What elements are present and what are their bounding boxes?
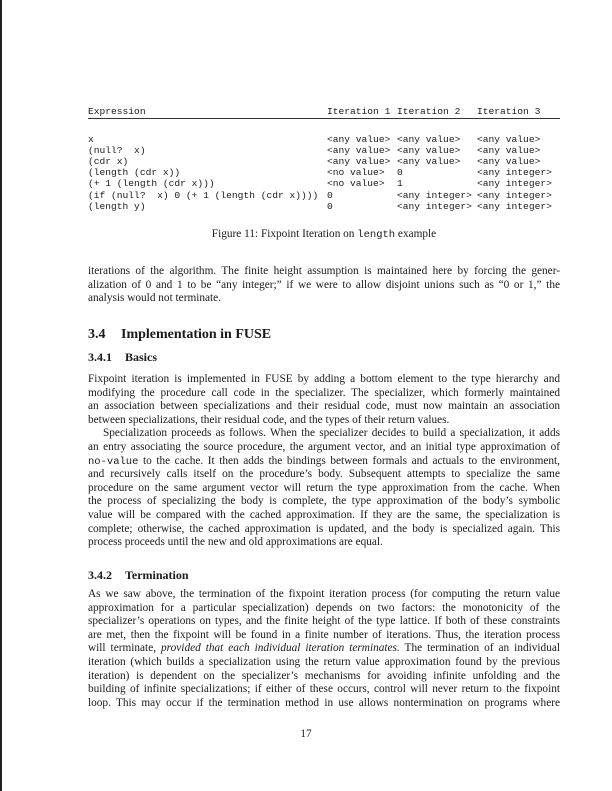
expression-cell: (null? x) bbox=[88, 145, 146, 157]
figure-caption bbox=[88, 228, 560, 241]
iteration-3-cell: <any integer> bbox=[477, 167, 552, 179]
table-row bbox=[88, 178, 560, 189]
text-line: Specialization proceeds as follows. When the specializer decides to build a specialization, it adds bbox=[103, 427, 560, 440]
text-line: alization of 0 and 1 to be “any integer;” if we were to allow disjoint unions such as “0 or 1,” the bbox=[88, 278, 560, 291]
header-expression: Expression bbox=[88, 106, 146, 117]
text-line: analysis would not terminate. bbox=[88, 292, 222, 305]
iteration-1-cell: <no value> bbox=[327, 178, 385, 190]
iteration-2-cell: <any integer> bbox=[397, 200, 472, 212]
expression-cell: x bbox=[88, 134, 94, 145]
expression-cell: (length y) bbox=[88, 200, 146, 212]
iteration-2-cell: 0 bbox=[397, 167, 403, 179]
iteration-1-cell: <no value> bbox=[327, 167, 385, 179]
text-line: approximation for a particular specialization) depends on two factors: the monotonicity of the bbox=[88, 601, 560, 614]
iteration-3-cell: <any integer> bbox=[477, 200, 552, 212]
iteration-2-cell: <any integer> bbox=[397, 189, 472, 201]
iteration-2-cell: <any value> bbox=[397, 156, 461, 168]
paragraph-4 bbox=[88, 588, 560, 710]
text-line: Fixpoint iteration is implemented in FUSE by adding a bottom element to the type hierarchy and bbox=[88, 373, 560, 385]
section-number: 3.4 bbox=[88, 327, 106, 342]
header-iteration-2: Iteration 2 bbox=[397, 106, 461, 117]
iteration-1-cell: <any value> bbox=[327, 134, 391, 145]
text-line: iteration (which builds a specialization using the return value approximation found by the previous bbox=[88, 655, 560, 668]
subsection-number: 3.4.2 bbox=[88, 568, 112, 582]
inline-code: no-value bbox=[88, 455, 139, 468]
iteration-3-cell: <any integer> bbox=[477, 178, 552, 190]
table-row bbox=[88, 134, 560, 145]
table-row bbox=[88, 145, 560, 156]
text-segment: to the cache. It then adds the bindings between formals and actuals to the environment, bbox=[138, 454, 560, 467]
text-line: iterations of the algorithm. The finite height assumption is maintained here by forcing the gener- bbox=[88, 265, 560, 277]
header-iteration-1: Iteration 1 bbox=[327, 106, 391, 117]
table-header-row bbox=[88, 106, 560, 117]
iteration-3-cell: <any value> bbox=[477, 134, 541, 145]
subsection-number: 3.4.1 bbox=[88, 350, 112, 364]
section-heading bbox=[88, 327, 271, 343]
iteration-1-cell: 0 bbox=[327, 200, 333, 212]
text-line: and recursively calls itself on the procedure’s body. Subsequent attempts to specialize the same bbox=[88, 468, 560, 481]
iteration-2-cell: <any value> bbox=[397, 145, 461, 157]
subsection-title: Basics bbox=[125, 350, 158, 364]
table-row bbox=[88, 201, 560, 212]
emphasized-text: provided that each individual iteration terminates. bbox=[161, 642, 400, 655]
iteration-2-cell: 1 bbox=[397, 178, 403, 190]
scan-edge-border bbox=[0, 0, 2, 791]
text-line: modifying the procedure call code in the specializer. The specializer, which formerly maintained bbox=[88, 386, 560, 399]
text-segment: The termination of an individual bbox=[399, 642, 560, 655]
paragraph-1 bbox=[88, 265, 560, 306]
text-line: iteration) is dependent on the specializer’s mechanisms for avoiding infinite unfolding and the bbox=[88, 669, 560, 682]
page-number: 17 bbox=[300, 728, 312, 740]
header-iteration-3: Iteration 3 bbox=[477, 106, 541, 117]
section-title: Implementation in FUSE bbox=[121, 327, 272, 342]
text-line bbox=[88, 642, 560, 656]
text-line: procedure on the same argument vector will return the type approximation from the cache. When bbox=[88, 481, 560, 494]
caption-code: length bbox=[357, 229, 396, 241]
text-line: process proceeds until the new and old approximations are equal. bbox=[88, 536, 383, 549]
expression-cell: (cdr x) bbox=[88, 156, 129, 168]
table-row bbox=[88, 167, 560, 178]
iteration-1-cell: <any value> bbox=[327, 156, 391, 168]
text-line: the process of specializing the body is complete, the type approximation of the body’s symbolic bbox=[88, 495, 560, 508]
text-line: are met, then the fixpoint will be found in a finite number of iterations. Thus, the iteration process bbox=[88, 628, 560, 641]
caption-text: Figure 11: Fixpoint Iteration on bbox=[211, 228, 358, 240]
iteration-2-cell: <any value> bbox=[397, 134, 461, 145]
text-segment: will terminate, bbox=[88, 642, 162, 655]
iteration-1-cell: 0 bbox=[327, 189, 333, 201]
table-row bbox=[88, 190, 560, 201]
table-row bbox=[88, 156, 560, 167]
header-rule bbox=[88, 118, 560, 119]
expression-cell: (if (null? x) 0 (+ 1 (length (cdr x)))) bbox=[88, 189, 319, 201]
subsection-heading-termination bbox=[88, 568, 189, 583]
caption-suffix: example bbox=[395, 228, 437, 240]
text-line: value will be compared with the cached approximation. If they are the same, the specialization is bbox=[88, 508, 560, 521]
text-line: between specializations, their residual code, and the types of their return values. bbox=[88, 413, 450, 426]
iteration-3-cell: <any value> bbox=[477, 145, 541, 157]
text-line: an entry associating the source procedure, the argument vector, and an initial type approximation of bbox=[88, 440, 560, 453]
text-line: complete; otherwise, the cached approximation is updated, and the body is specialized again. This bbox=[88, 522, 560, 535]
iteration-3-cell: <any integer> bbox=[477, 189, 552, 201]
subsection-title: Termination bbox=[125, 568, 189, 582]
text-line: loop. This may occur if the termination method in use allows nontermination on programs where bbox=[88, 696, 560, 709]
text-line: As we saw above, the termination of the fixpoint iteration process (for computing the return value bbox=[88, 588, 560, 600]
text-line: an association between specializations and their residual code, must now maintain an association bbox=[88, 400, 560, 413]
text-line: building of infinite specializations; if either of these occurs, control will never return to the fixpoint bbox=[88, 683, 560, 696]
iteration-1-cell: <any value> bbox=[327, 145, 391, 157]
expression-cell: (+ 1 (length (cdr x))) bbox=[88, 178, 215, 190]
paragraph-2 bbox=[88, 373, 560, 550]
iteration-3-cell: <any value> bbox=[477, 156, 541, 168]
subsection-heading-basics bbox=[88, 350, 157, 365]
text-line: specializer’s operations on types, and the finite height of the type lattice. If both of these constraints bbox=[88, 615, 560, 628]
expression-cell: (length (cdr x)) bbox=[88, 167, 181, 179]
text-line bbox=[88, 455, 560, 469]
